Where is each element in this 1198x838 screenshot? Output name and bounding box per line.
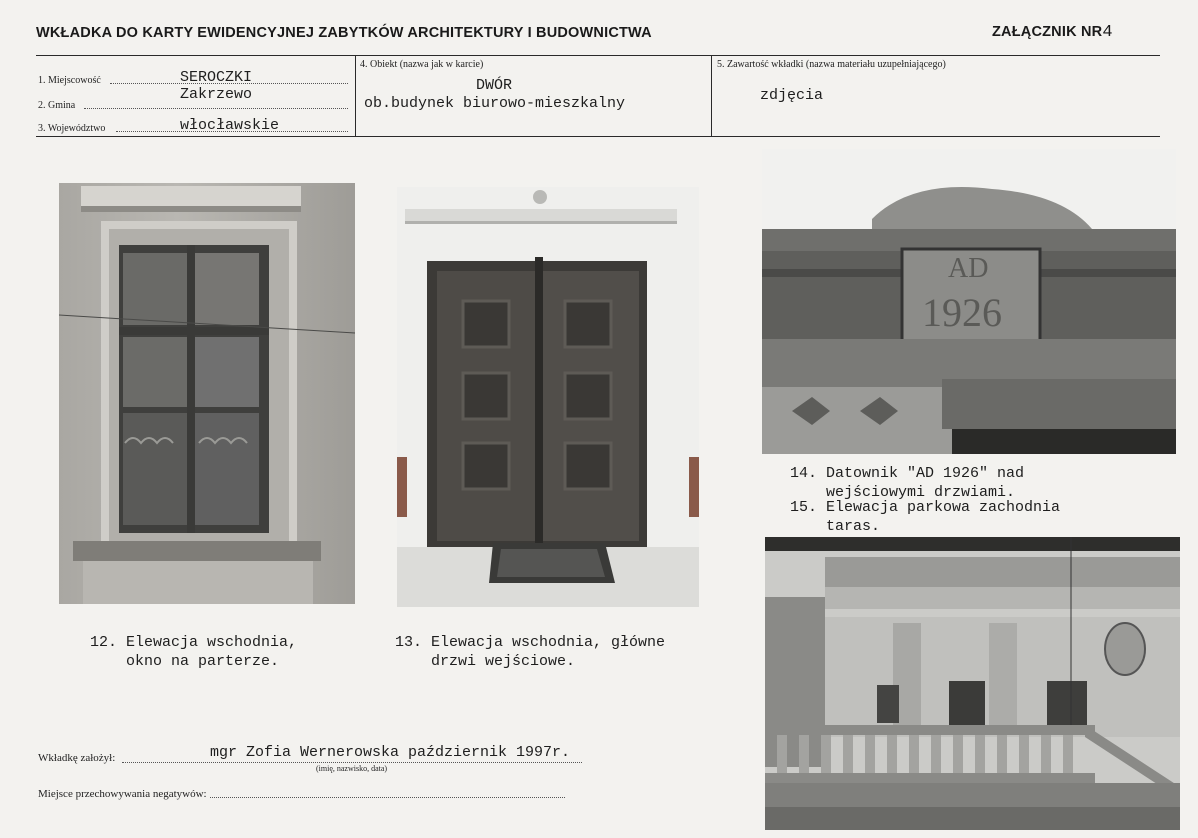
attachment-number: 4 (1102, 23, 1113, 42)
founder-hint: (imię, nazwisko, data) (316, 764, 388, 773)
caption-12-line-1: 12. Elewacja wschodnia, (90, 634, 298, 651)
gmina-line (84, 108, 348, 109)
photo-window (59, 183, 355, 604)
storage-line (210, 797, 565, 798)
window-illustration (59, 183, 355, 604)
date-stone-prefix: AD (948, 253, 989, 284)
date-stone-year: 1926 (922, 290, 1002, 335)
field-wojewodztwo (38, 118, 348, 134)
field-miejscowosc (38, 70, 348, 86)
caption-15-line-2: taras. (790, 518, 881, 535)
caption-15-line-1: 15. Elewacja parkowa zachodnia (790, 499, 1061, 516)
gmina-value: Zakrzewo (180, 86, 253, 103)
caption-photo-15 (790, 498, 1060, 536)
caption-13-line-2: drzwi wejściowe. (395, 653, 576, 670)
founder-line (122, 762, 582, 763)
terrace-illustration (765, 537, 1180, 830)
door-illustration (397, 187, 699, 607)
wojewodztwo-label: 3. Województwo (38, 123, 106, 134)
obiekt-value-1: DWÓR (476, 77, 513, 94)
caption-12-line-2: okno na parterze. (90, 653, 280, 670)
miejscowosc-label: 1. Miejscowość (38, 75, 101, 86)
form-divider-2 (711, 55, 712, 137)
founder-value: mgr Zofia Wernerowska październik 1997r. (210, 744, 571, 761)
caption-photo-14 (790, 464, 1024, 502)
zawartosc-value: zdjęcia (760, 87, 824, 104)
attachment-label-text: ZAŁĄCZNIK NR (992, 24, 1103, 40)
caption-photo-12 (90, 633, 297, 671)
photo-terrace (765, 537, 1180, 830)
photo-date-stone (762, 149, 1176, 454)
founder-label: Wkładkę założył: (38, 752, 116, 764)
obiekt-label: 4. Obiekt (nazwa jak w karcie) (360, 59, 484, 70)
field-gmina (38, 86, 348, 111)
zawartosc-label: 5. Zawartość wkładki (nazwa materiału uzupełniającego) (717, 59, 946, 70)
wojewodztwo-value: włocławskie (180, 117, 280, 134)
form-bottom-rule (36, 136, 1160, 137)
attachment-label (992, 23, 1113, 42)
storage-label: Miejsce przechowywania negatywów: (38, 788, 207, 800)
obiekt-value-2: ob.budynek biurowo-mieszkalny (364, 95, 626, 112)
miejscowosc-value: SEROCZKI (180, 69, 253, 86)
caption-14-line-2: wejściowymi drzwiami. (790, 484, 1016, 501)
photo-door (397, 187, 699, 607)
form-top-rule (36, 55, 1160, 56)
caption-13-line-1: 13. Elewacja wschodnia, główne (395, 634, 666, 651)
card-title: WKŁADKA DO KARTY EWIDENCYJNEJ ZABYTKÓW ARCHITEKTURY I BUDOWNICTWA (36, 25, 652, 41)
caption-photo-13 (395, 633, 665, 671)
form-divider-1 (355, 55, 356, 137)
gmina-label: 2. Gmina (38, 100, 76, 111)
caption-14-line-1: 14. Datownik "AD 1926" nad (790, 465, 1025, 482)
